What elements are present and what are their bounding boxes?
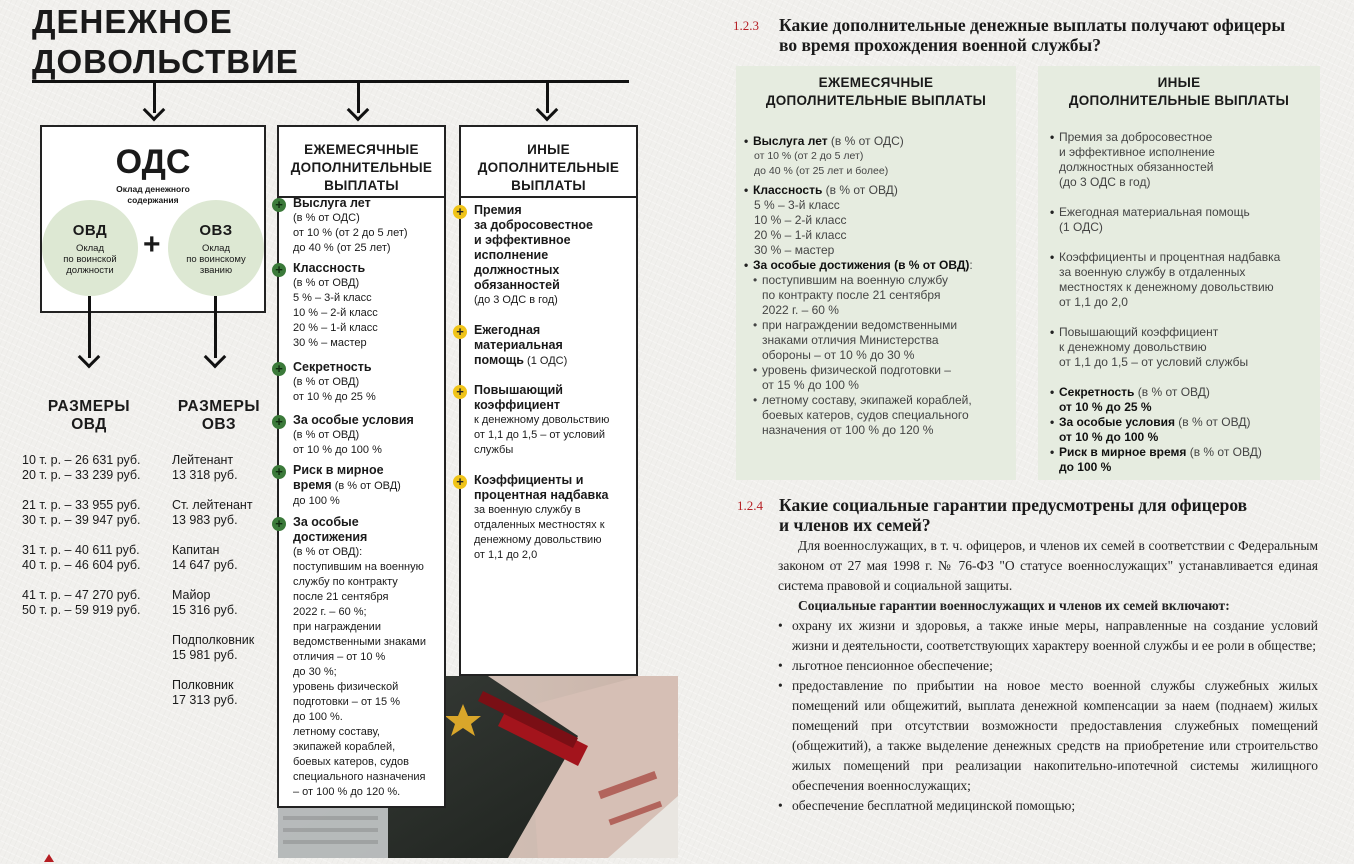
list-item: • Секретность (в % от ОВД) от 10 % до 25 %: [1050, 385, 1318, 415]
arrow-down-icon: [204, 346, 227, 369]
list-item: • Повышающий коэффициент к денежному довольствию от 1,1 до 1,5 – от условий службы: [1050, 325, 1318, 370]
list-item: • охрану их жизни и здоровья, а также иные меры, направленные на создание условий жизни и деятельности, соответствующих характеру военной службы и ее роли в обществе;: [776, 616, 1318, 656]
ods-title: ОДС: [115, 143, 191, 181]
page-title: ДЕНЕЖНОЕ ДОВОЛЬСТВИЕ: [32, 3, 299, 80]
list-item: • Коэффициенты и процентная надбавка за военную службу в отдаленных местностях к денежному довольствию от 1,1 до 2,0: [1050, 250, 1318, 310]
section-number: 1.2.3: [733, 18, 759, 33]
list-item: Ст. лейтенант 13 983 руб.: [172, 498, 253, 527]
other-payments-heading: ИНЫЕ ДОПОЛНИТЕЛЬНЫЕ ВЫПЛАТЫ: [461, 127, 636, 198]
ovz-circle: ОВЗ Оклад по воинскому званию: [168, 200, 264, 296]
list-item: Лейтенант 13 318 руб.: [172, 453, 238, 482]
list-item: + Риск в мирное время (в % от ОВД) до 100 %: [293, 463, 443, 509]
list-item: + Выслуга лет (в % от ОДС) от 10 % (от 2 до 5 лет) до 40 % (от 25 лет): [293, 196, 443, 256]
arrow-down-icon: [143, 99, 166, 122]
list-item: • Риск в мирное время (в % от ОВД) до 100 %: [1050, 445, 1318, 475]
list-item: Капитан 14 647 руб.: [172, 543, 238, 572]
panel-list: • Выслуга лет (в % от ОДС) от 10 % (от 2 до 5 лет) до 40 % (от 25 лет и более) • Классность (в % от ОВД) 5 % – 3-й класс 10 % – 2-й класс 20 % – 1-й класс 30 % – мастер • За особые достижения (в % от ОВД): • поступившим на военную службу по контракту после 21 сентября 2022 г. – 60 % • при награждении ведомственными знаками отличия Министерства обороны – от 10 % до 30 % • уровень физической подготовки – от 15 % до 100 % • летному составу, экипажей кораблей, боевых катеров, судов специального назначения от 100 % до 120 %: [744, 134, 1012, 438]
list-item: + Ежегодная материальная помощь (1 ОДС): [474, 323, 634, 369]
plus-circle-icon: +: [453, 205, 467, 219]
list-item: • при награждении ведомственными знаками отличия Министерства обороны – от 10 % до 30 %: [744, 318, 1012, 363]
list-item: + Коэффициенты и процентная надбавка за военную службу в отдаленных местностях к денежному довольствию от 1,1 до 2,0: [474, 473, 634, 563]
list-item: • предоставление по прибытии на новое место военной службы служебных жилых помещений или общежитий, выплата денежной компенсации за наем (поднаем) жилых помещений при отсутствии возможности предоставления служебных помещений (общежитий), а также выделение денежных средств на приобретение или строительство жилых помещений при реализации накопительно-ипотечной системы жилищного обеспечения военнослужащих;: [776, 676, 1318, 796]
ovd-circle: ОВД Оклад по воинской должности: [42, 200, 138, 296]
panel-list: [1050, 130, 1318, 475]
monthly-payments-heading: ЕЖЕМЕСЯЧНЫЕ ДОПОЛНИТЕЛЬНЫЕ ВЫПЛАТЫ: [279, 127, 444, 198]
plus-circle-icon: +: [272, 362, 286, 376]
plus-circle-icon: +: [272, 415, 286, 429]
arrow-down-icon: [78, 346, 101, 369]
arrow-down-icon: [347, 99, 370, 122]
panel-heading: ИНЫЕ ДОПОЛНИТЕЛЬНЫЕ ВЫПЛАТЫ: [1068, 75, 1290, 108]
list-item: • Ежегодная материальная помощь (1 ОДС): [1050, 205, 1318, 235]
list-item: + Классность (в % от ОВД) 5 % – 3-й класс 10 % – 2-й класс 20 % – 1-й класс 30 % – мастер: [293, 261, 443, 351]
section-number: 1.2.4: [737, 498, 763, 513]
list-item: • обеспечение бесплатной медицинской помощью;: [776, 796, 1318, 816]
list-item: + За особые достижения (в % от ОВД): поступившим на военную службу по контракту после 21 сентября 2022 г. – 60 %; при награждении ведомственными знаками отличия – от 10 % до 30 %; уровень физической подготовки – от 15 % до 100 %. летному составу, экипажей кораблей, боевых катеров, судов специального назначения – от 100 % до 120 %.: [293, 515, 443, 800]
ovd-sizes-heading: РАЗМЕРЫ ОВД: [47, 398, 131, 433]
list-item: • Выслуга лет (в % от ОДС): [744, 134, 1012, 149]
list-item: 31 т. р. – 40 611 руб. 40 т. р. – 46 604 руб.: [22, 543, 141, 572]
plus-circle-icon: +: [272, 263, 286, 277]
plus-circle-icon: +: [272, 465, 286, 479]
list-item: • поступившим на военную службу по контракту после 21 сентября 2022 г. – 60 %: [744, 273, 1012, 318]
list-item: • Классность (в % от ОВД): [744, 183, 1012, 198]
paragraph: Для военнослужащих, в т. ч. офицеров, и членов их семей в соответствии с Федеральным законом от 27 мая 1998 г. № 76-ФЗ "О статусе военнослужащих" устанавливается единая система правовой и социальной защиты.: [778, 538, 1318, 593]
arrow-down-icon: [536, 99, 559, 122]
list-item: + Секретность (в % от ОВД) от 10 % до 25 %: [293, 360, 443, 405]
list-item: • Премия за добросовестное и эффективное исполнение должностных обязанностей (до 3 ОДС в год): [1050, 130, 1318, 190]
plus-circle-icon: +: [453, 475, 467, 489]
list-item: Подполковник 15 981 руб.: [172, 633, 255, 662]
ods-subtitle: Оклад денежного содержания: [116, 184, 190, 205]
list-item: 10 т. р. – 26 631 руб. 20 т. р. – 33 239 руб.: [22, 453, 141, 482]
list-item: • льготное пенсионное обеспечение;: [776, 656, 1318, 676]
guarantees-list: [776, 616, 1318, 816]
section-body: [778, 536, 1318, 816]
list-item: • летному составу, экипажей кораблей, боевых катеров, судов специального назначения от 100 % до 120 %: [744, 393, 1012, 438]
lead-paragraph: Социальные гарантии военнослужащих и членов их семей включают:: [798, 598, 1230, 613]
page-marker-icon: [44, 854, 54, 862]
ovd-sizes-list: [22, 453, 141, 633]
other-payments-panel: [1038, 66, 1320, 480]
list-item: • уровень физической подготовки – от 15 % до 100 %: [744, 363, 1012, 393]
panel-heading: ЕЖЕМЕСЯЧНЫЕ ДОПОЛНИТЕЛЬНЫЕ ВЫПЛАТЫ: [765, 75, 987, 108]
list-item: • За особые достижения (в % от ОВД):: [744, 258, 1012, 273]
plus-circle-icon: +: [272, 198, 286, 212]
list-item: + За особые условия (в % от ОВД) от 10 % до 100 %: [293, 413, 443, 458]
plus-circle-icon: +: [453, 325, 467, 339]
top-connector-line: [32, 80, 629, 83]
list-item: Полковник 17 313 руб.: [172, 678, 238, 707]
list-item: Майор 15 316 руб.: [172, 588, 238, 617]
list-item: • За особые условия (в % от ОВД) от 10 % до 100 %: [1050, 415, 1318, 445]
section-title: Какие социальные гарантии предусмотрены для офицеров и членов их семей?: [779, 495, 1248, 535]
section-title: Какие дополнительные денежные выплаты получают офицеры во время прохождения военной службы?: [779, 15, 1286, 55]
ovz-sizes-list: [172, 453, 254, 723]
ovz-sizes-heading: РАЗМЕРЫ ОВЗ: [177, 398, 261, 433]
plus-circle-icon: +: [272, 517, 286, 531]
list-item: + Премия за добросовестное и эффективное исполнение должностных обязанностей (до 3 ОДС в год): [474, 203, 634, 308]
plus-circle-icon: +: [453, 385, 467, 399]
monthly-payments-panel: [736, 66, 1016, 480]
list-item: 41 т. р. – 47 270 руб. 50 т. р. – 59 919 руб.: [22, 588, 141, 617]
list-item: + Повышающий коэффициент к денежному довольствию от 1,1 до 1,5 – от условий службы: [474, 383, 634, 458]
plus-icon: +: [143, 228, 161, 261]
list-item: 21 т. р. – 33 955 руб. 30 т. р. – 39 947 руб.: [22, 498, 141, 527]
